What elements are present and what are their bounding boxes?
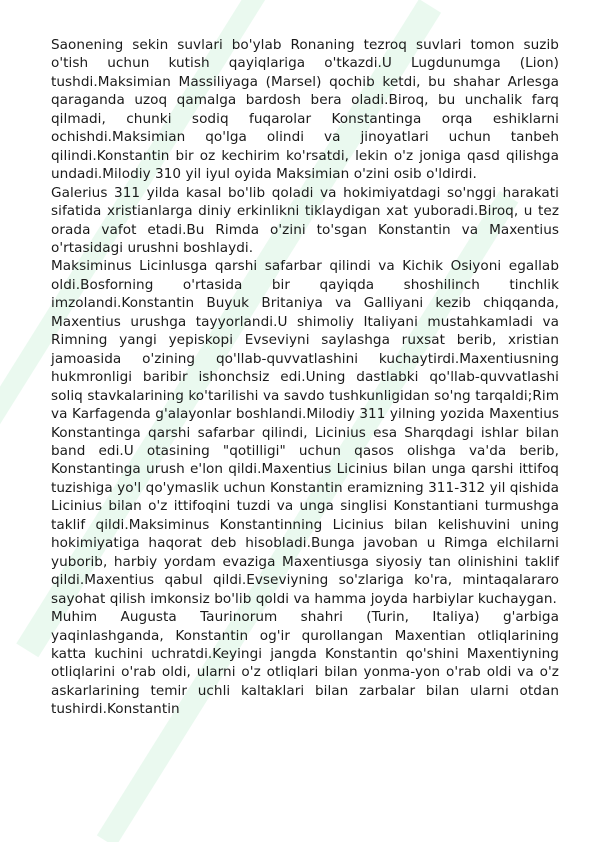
paragraph-2: Galerius 311 yilda kasal bo'lib qoladi va hokimiyatdagi so'nggi harakati sifatida xristianlarga diniy erkinlikni tiklaydigan xat yuboradi.Biroq, u tez orada vafot etadi.Bu Rimda o'zini to'sgan Konstantin va Maxentius o'rtasidagi urushni boshlaydi. (51, 184, 559, 256)
paragraph-4: Muhim Augusta Taurinorum shahri (Turin, Italiya) g'arbiga yaqinlashganda, Konstantin og'ir qurollangan Maxentian otliqlarining katta kuchini uchratdi.Keyingi jangda Konstantin qo'shini Maxentiyning otliqlarini o'rab oldi, ularni o'z otliqlari bilan yonma-yon o'rab oldi va o'z askarlarining temir uchli kaltaklari bilan zarbalar bilan ularni otdan tushirdi.Konstantin (51, 609, 559, 718)
document-text (51, 36, 559, 719)
paragraph-1: Saonening sekin suvlari bo'ylab Ronaning tezroq suvlari tomon suzib o'tish uchun kutish qayiqlariga o'tkazdi.U Lugdunumga (Lion) tushdi.Maksimian Massiliyaga (Marsel) qochib ketdi, bu shahar Arlesga qaraganda uzoq qamalga bardosh bera oladi.Biroq, bu unchalik farq qilmadi, chunki sodiq fuqarolar Konstantinga orqa eshiklarni ochishdi.Maksimian qo'lga olindi va jinoyatlari uchun tanbeh qilindi.Konstantin bir oz kechirim ko'rsatdi, lekin o'z joniga qasd qilishga undadi.Milodiy 310 yil iyul oyida Maksimian o'zini osib o'ldirdi. (51, 37, 559, 183)
paragraph-3: Maksiminus Licinlusga qarshi safarbar qilindi va Kichik Osiyoni egallab oldi.Bosforning o'rtasida bir qayiqda shoshilinch tinchlik imzolandi.Konstantin Buyuk Britaniya va Galliyani kezib chiqqanda, Maxentius urushga tayyorlandi.U shimoliy Italiyani mustahkamladi va Rimning yangi yepiskopi Evseviyni saylashga ruxsat berib, xristian jamoasida o'zining qo'llab-quvvatlashini kuchaytirdi.Maxentiusning hukmronligi baribir ishonchsiz edi.Uning dastlabki qo'llab-quvvatlashi soliq stavkalarining ko'tarilishi va savdo tushkunligidan so'ng tarqaldi;Rim va Karfagenda g'alayonlar boshlandi.Milodiy 311 yilning yozida Maxentius Konstantinga qarshi safarbar qilindi, Licinius esa Sharqdagi ishlar bilan band edi.U otasining "qotilligi" uchun qasos olishga va'da berib, Konstantinga urush e'lon qildi.Maxentius Licinius bilan unga qarshi ittifoq tuzishiga yo'l qo'ymaslik uchun Konstantin eramizning 311-312 yil qishida Licinius bilan o'z ittifoqini tuzdi va unga singlisi Konstantiani turmushga taklif qildi.Maksiminus Konstantinning Licinius bilan kelishuvini uning hokimiyatiga haqorat deb hisobladi.Bunga javoban u Rimga elchilarni yuborib, harbiy yordam evaziga Maxentiusga siyosiy tan olinishini taklif qildi.Maxentius qabul qildi.Evseviyning so'zlariga ko'ra, mintaqalararo sayohat qilish imkonsiz bo'lib qoldi va hamma joyda harbiylar kuchaygan. (51, 258, 559, 607)
